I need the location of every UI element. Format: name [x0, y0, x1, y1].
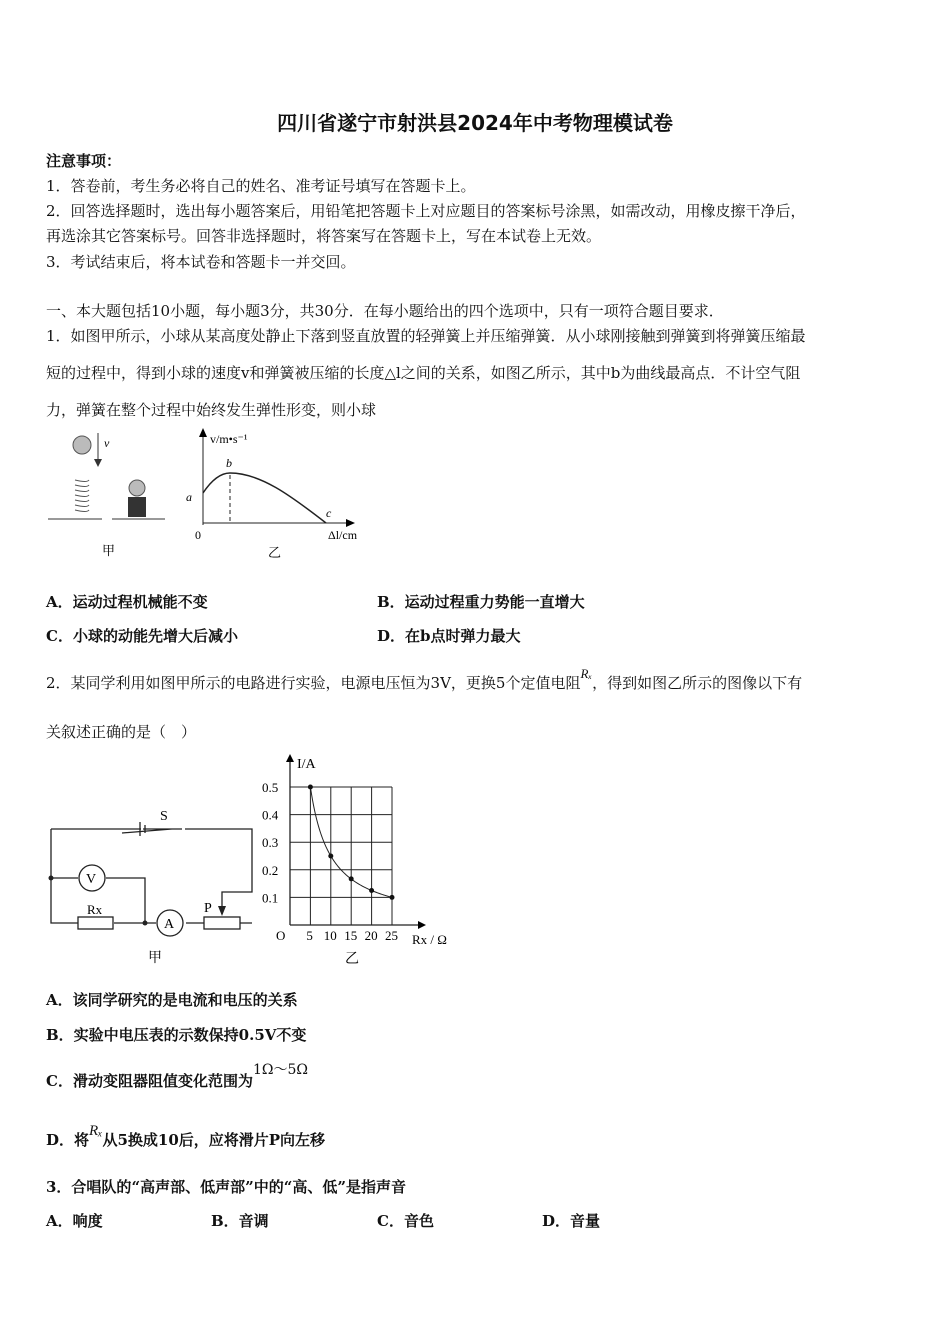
fig-label-yi: 乙 — [268, 545, 282, 560]
notice-item: 再选涂其它答案标号。回答非选择题时，将答案写在答题卡上，写在本试卷上无效。 — [46, 227, 602, 245]
data-point — [308, 785, 313, 790]
y-axis-label: I/A — [297, 757, 316, 772]
y-tick-label: 0.4 — [262, 807, 279, 823]
fig-label-jia: 甲 — [148, 951, 162, 966]
rx-symbol: Rₓ — [89, 1123, 103, 1139]
q3-option-a[interactable]: A．响度 — [46, 1212, 103, 1230]
q1-option-a[interactable]: A．运动过程机械能不变 — [46, 593, 208, 611]
notice-heading: 注意事项： — [46, 152, 122, 170]
x-tick-label: 20 — [364, 928, 378, 943]
q2-option-a[interactable]: A．该同学研究的是电流和电压的关系 — [46, 991, 298, 1009]
fig-label-jia: 甲 — [102, 543, 116, 558]
x-axis-label: Rx / Ω — [412, 932, 447, 947]
q3-option-d[interactable]: D．音量 — [542, 1212, 601, 1230]
q1-text: 短的过程中，得到小球的速度v和弹簧被压缩的长度△l之间的关系，如图乙所示，其中b为曲线最高点．不计空气阻 — [46, 364, 801, 382]
fig-label-yi: 乙 — [345, 952, 359, 967]
q2-figure — [40, 750, 460, 970]
point-b-label: b — [226, 456, 232, 470]
y-tick-label: 0.3 — [262, 835, 279, 851]
x-tick-label: 25 — [385, 928, 398, 943]
point-a-label: a — [186, 490, 192, 504]
q2-text: 关叙述正确的是（ ） — [46, 723, 197, 741]
q1-text: 力，弹簧在整个过程中始终发生弹性形变，则小球 — [46, 401, 377, 419]
y-axis-arrow — [286, 754, 294, 762]
q3-option-b[interactable]: B．音调 — [211, 1212, 269, 1230]
q1-figure — [40, 425, 380, 565]
origin-label: O — [276, 928, 286, 943]
data-point — [349, 876, 354, 881]
notice-item: 2．回答选择题时，选出每小题答案后，用铅笔把答题卡上对应题目的答案标号涂黑，如需改动，用橡皮擦干净后， — [46, 202, 806, 220]
q2-text-b: ，得到如图乙所示的图像以下有 — [592, 674, 803, 692]
notice-item: 3．考试结束后，将本试卷和答题卡一并交回。 — [46, 253, 356, 271]
option-d-text: 从5换成10后，应将滑片P向左移 — [102, 1131, 326, 1149]
point-c-label: c — [326, 506, 332, 520]
q3-option-c[interactable]: C．音色 — [377, 1212, 434, 1230]
range-value: 1Ω～5Ω — [252, 1062, 308, 1078]
page-title: 四川省遂宁市射洪县2024年中考物理模试卷 — [277, 111, 673, 135]
x-axis-label: Δl/cm — [328, 528, 358, 542]
x-tick-label: 15 — [344, 928, 358, 943]
v-label: v — [104, 436, 110, 450]
q1-option-d[interactable]: D．在b点时弹力最大 — [377, 627, 521, 645]
data-point — [390, 895, 395, 900]
ammeter-label: A — [164, 917, 175, 932]
q2-option-c[interactable] — [46, 1062, 308, 1092]
x-tick-label: 5 — [306, 928, 313, 943]
y-tick-label: 0.5 — [262, 780, 279, 795]
slider-label: P — [204, 901, 212, 916]
q2-option-d[interactable] — [46, 1123, 326, 1151]
option-c-text: C．滑动变阻器阻值变化范围为 — [46, 1072, 253, 1090]
q1-option-c[interactable]: C．小球的动能先增大后减小 — [46, 627, 238, 645]
rx-label: Rx — [87, 902, 103, 917]
i-r-graph — [262, 754, 426, 943]
y-tick-label: 0.2 — [262, 862, 279, 878]
x-axis-arrow — [418, 921, 426, 929]
y-tick-label: 0.1 — [262, 890, 279, 906]
q3-text: 3．合唱队的“高声部、低声部”中的“高、低”是指声音 — [46, 1178, 406, 1196]
x-tick-label: 10 — [323, 928, 337, 943]
option-d-text: D．将 — [46, 1131, 90, 1149]
data-point — [369, 888, 374, 893]
q2-text — [46, 666, 803, 694]
origin-label: 0 — [195, 528, 201, 542]
y-axis-label: v/m•s⁻¹ — [210, 432, 248, 446]
voltmeter-label: V — [86, 872, 97, 887]
rx-symbol: Rₓ — [580, 666, 593, 681]
q2-text-a: 2．某同学利用如图甲所示的电路进行实验，电源电压恒为3V，更换5个定值电阻 — [46, 674, 581, 692]
notice-item: 1．答卷前，考生务必将自己的姓名、准考证号填写在答题卡上。 — [46, 177, 476, 195]
section-heading: 一、本大题包括10小题，每小题3分，共30分．在每小题给出的四个选项中，只有一项符合题目要求． — [46, 302, 724, 320]
q2-option-b[interactable]: B．实验中电压表的示数保持0.5V不变 — [46, 1026, 307, 1044]
data-point — [328, 854, 333, 859]
q1-text: 1．如图甲所示，小球从某高度处静止下落到竖直放置的轻弹簧上并压缩弹簧．从小球刚接触到弹簧到将弹簧压缩最 — [46, 327, 806, 345]
switch-label: S — [160, 809, 168, 824]
q1-option-b[interactable]: B．运动过程重力势能一直增大 — [377, 593, 585, 611]
